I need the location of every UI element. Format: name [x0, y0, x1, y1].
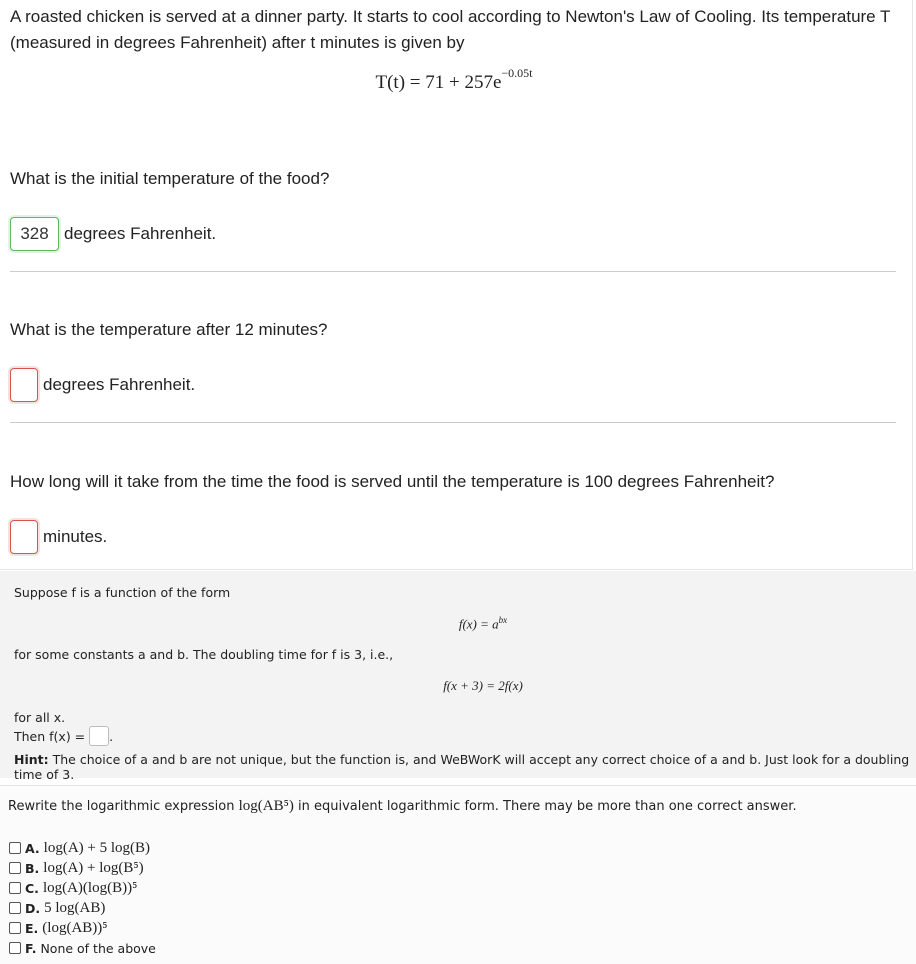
choice-text: None of the above: [40, 940, 156, 956]
problem-3-prompt: [8, 798, 797, 815]
hint-text: [14, 752, 916, 782]
choice-label: B.: [25, 860, 40, 876]
question-initial-temperature: What is the initial temperature of the food?: [10, 169, 330, 188]
cooling-formula-exponent: −0.05t: [501, 66, 533, 80]
choice-label: E.: [25, 920, 39, 936]
choice-text: 5 log(AB): [44, 899, 106, 916]
choice-label: D.: [25, 900, 41, 916]
answer-input-2[interactable]: [10, 368, 38, 402]
question-temperature-after-12: What is the temperature after 12 minutes?: [10, 320, 328, 339]
answer-row-2: [10, 368, 195, 402]
answer-row-3: [10, 520, 107, 554]
cooling-formula: [0, 66, 912, 94]
choice-label: F.: [25, 940, 37, 956]
hint-body: The choice of a and b are not unique, but the function is, and WeBWorK will accept any correct choice of a and b. Just look for a doubling time of 3.: [14, 752, 910, 782]
cooling-formula-base: T(t) = 71 + 257e: [375, 72, 502, 94]
function-form-base: f(x) = a: [458, 616, 499, 632]
choice-text: (log(AB))⁵: [42, 919, 108, 936]
hint-label: Hint:: [14, 752, 49, 767]
checkbox[interactable]: [9, 942, 21, 954]
then-label: Then f(x) =: [14, 728, 86, 744]
answer-unit-2: degrees Fahrenheit.: [43, 375, 196, 394]
function-form-exponent: bx: [498, 615, 508, 625]
choice-label: C.: [25, 880, 39, 896]
choice-text: log(A) + 5 log(B): [43, 839, 151, 856]
problem-1-intro: A roasted chicken is served at a dinner party. It starts to cool according to Newton's Law of Cooling. Its temperature T (measured in degrees Fahrenheit) after t minutes is given by: [10, 7, 891, 52]
answer-unit-1: degrees Fahrenheit.: [64, 224, 217, 243]
divider: [10, 422, 896, 423]
answer-input-1[interactable]: 328: [10, 217, 59, 251]
question-time-to-100: How long will it take from the time the food is served until the temperature is 100 degrees Fahrenheit?: [10, 472, 775, 491]
choice-f[interactable]: [9, 938, 156, 958]
choice-text: log(A)(log(B))⁵: [42, 879, 138, 896]
choice-c[interactable]: [9, 878, 156, 898]
function-answer-input[interactable]: [89, 726, 109, 746]
divider: [10, 271, 896, 272]
choice-e[interactable]: [9, 918, 156, 938]
then-suffix: .: [109, 728, 114, 744]
problem-2-panel: [0, 571, 916, 782]
choice-b[interactable]: [9, 858, 156, 878]
checkbox[interactable]: [9, 882, 21, 894]
doubling-time-text: for some constants a and b. The doubling time for f is 3, i.e.,: [14, 647, 394, 662]
then-row: [14, 726, 113, 746]
problem-2-intro: Suppose f is a function of the form: [14, 585, 231, 600]
choice-a[interactable]: [9, 838, 156, 858]
function-form-formula: [0, 615, 916, 632]
checkbox[interactable]: [9, 902, 21, 914]
prompt-after: in equivalent logarithmic form. There may be more than one correct answer.: [293, 799, 797, 814]
prompt-before: Rewrite the logarithmic expression: [8, 799, 239, 814]
checkbox[interactable]: [9, 842, 21, 854]
doubling-formula: f(x + 3) = 2f(x): [443, 678, 523, 693]
checkbox[interactable]: [9, 862, 21, 874]
problem-3-panel: [0, 785, 916, 964]
for-all-text: for all x.: [14, 710, 66, 725]
choice-label: A.: [25, 840, 40, 856]
answer-input-3[interactable]: [10, 520, 38, 554]
choice-list: [9, 838, 156, 958]
checkbox[interactable]: [9, 922, 21, 934]
answer-unit-3: minutes.: [43, 527, 108, 546]
choice-d[interactable]: [9, 898, 156, 918]
choice-text: log(A) + log(B⁵): [43, 859, 144, 876]
answer-row-1: [10, 217, 216, 251]
prompt-math: log(AB⁵): [238, 798, 294, 814]
